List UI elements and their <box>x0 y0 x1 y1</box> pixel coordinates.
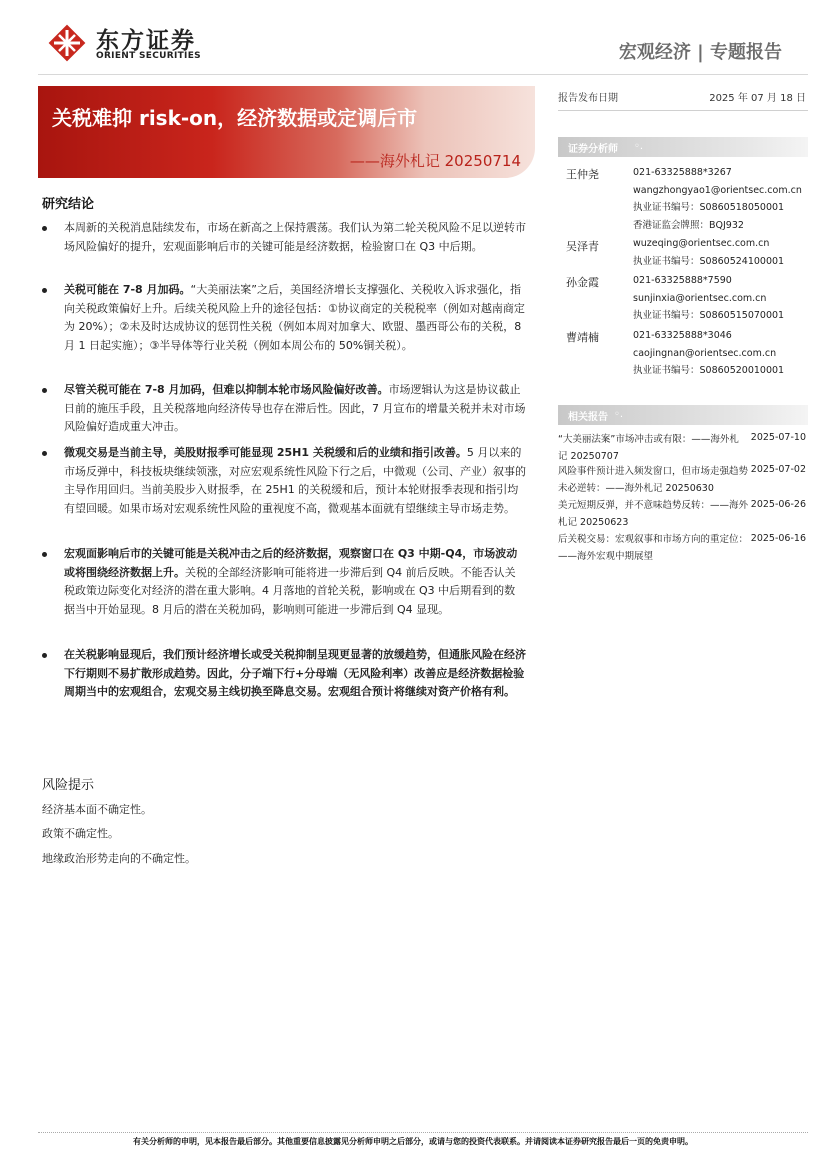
bullet-text: “大美丽法案”之后，美国经济增长支撑强化、关税收入诉求强化，指向关税政策偏好上升。后续关税风险上升的途径包括：①协议商定的关税税率（例如对越南商定为 20%）；②未及时达成协议的惩罚性关税（例如本周对加拿大、欧盟、墨西哥公布的关税，8 月 1 日起实施）；③半导体等行业关税（例如本周公布的 50%铜关税）。 <box>64 283 525 352</box>
orient-logo-icon <box>48 24 86 62</box>
risk-heading: 风险提示 <box>42 778 95 793</box>
bullet-item <box>42 444 526 518</box>
analyst-info <box>633 272 784 325</box>
analyst-license: 执业证书编号：S0860520010001 <box>633 365 785 376</box>
bullet-text: 5 月以来的市场反弹中，科技板块继续领涨，对应宏观系统性风险下行之后，中微观（公司、产业）叙事的主导作用回归。当前美股步入财报季，在 25H1 的关税缓和后，预计本轮财报季表现和指引均有望回暖。如果市场对宏观系统性风险的重视度不高，微观基本面就有望继续主导市场走势。 <box>64 446 526 515</box>
analyst-name: 曹靖楠 <box>566 331 599 344</box>
analyst-hk-license: 香港证监会牌照：BQJ932 <box>633 219 744 231</box>
bullet-dot <box>42 552 47 557</box>
analyst-phone: 021-63325888*3046 <box>633 330 732 341</box>
bullet-item <box>42 545 526 619</box>
research-heading: 研究结论 <box>42 197 95 212</box>
bullet-text: 本周新的关税消息陆续发布，市场在新高之上保持震荡。我们认为第二轮关税风险不足以逆转市场风险偏好的提升，宏观面影响后市的关键可能是经济数据，检验窗口在 Q3 中后期。 <box>64 221 526 253</box>
risk-item: 经济基本面不确定性。 <box>42 803 152 816</box>
analysts-heading: 证券分析师 <box>568 144 618 155</box>
bullet-text: 关税的全部经济影响可能将进一步滞后到 Q4 前后反映。不能否认关税政策边际变化对经济的潜在重大影响。4 月落地的首轮关税，影响或在 Q3 中后期看到的数据当中开始显现。8 月后的潜在关税加码，影响则可能进一步滞后到 Q4 显现。 <box>64 565 516 616</box>
analyst-license: 执业证书编号：S0860524100001 <box>633 255 785 267</box>
related-report-date: 2025-07-10 <box>750 432 806 443</box>
analyst-license: 执业证书编号：S0860515070001 <box>633 310 785 321</box>
analyst-phone: 021-63325888*3267 <box>633 167 732 178</box>
analyst-name: 王仲尧 <box>566 168 599 181</box>
bullet-item <box>42 646 526 702</box>
related-report-date: 2025-06-16 <box>750 533 806 544</box>
logo-chinese-name: 东方证券 <box>96 28 196 54</box>
report-category: 宏观经济 | 专题报告 <box>618 42 782 63</box>
risk-item: 地缘政治形势走向的不确定性。 <box>42 852 196 865</box>
analyst-name: 孙金霞 <box>566 276 599 289</box>
related-heading: 相关报告 <box>568 412 608 423</box>
bullet-bold: 尽管关税可能在 7-8 月加码，但难以抑制本轮市场风险偏好改善。 <box>64 383 389 396</box>
bullet-dot <box>42 226 47 231</box>
bullet-item <box>42 219 526 256</box>
bullet-item <box>42 381 526 437</box>
bullet-bold: 微观交易是当前主导，美股财报季可能显现 25H1 关税缓和后的业绩和指引改善。 <box>64 446 467 459</box>
analyst-info <box>633 327 784 380</box>
decor-dots-icon: ◦. <box>614 409 624 420</box>
header-divider <box>38 74 808 75</box>
analyst-email[interactable]: wangzhongyao1@orientsec.com.cn <box>633 184 802 196</box>
title-banner <box>38 86 535 178</box>
meta-divider <box>558 110 808 111</box>
report-subtitle: ——海外札记 20250714 <box>349 152 521 170</box>
bullet-text: 市场逻辑认为这是协议截止日前的施压手段，且关税落地向经济传导也存在滞后性。因此，7 月宣布的增量关税并未对市场风险偏好造成重大冲击。 <box>64 383 526 433</box>
publish-date-value: 2025 年 07 月 18 日 <box>709 93 806 104</box>
footer-divider <box>38 1132 808 1133</box>
analyst-email[interactable]: sunjinxia@orientsec.com.cn <box>633 292 767 304</box>
analyst-info <box>633 235 784 270</box>
related-report-date: 2025-06-26 <box>750 499 806 510</box>
related-header-bar <box>558 405 808 425</box>
related-report-link[interactable]: 风险事件预计进入频发窗口，但市场走强趋势未必逆转：——海外札记 20250630 <box>558 466 749 494</box>
analyst-phone: 021-63325888*7590 <box>633 275 732 286</box>
decor-dots-icon: ◦. <box>634 141 644 152</box>
related-report-link[interactable]: 后关税交易：宏观叙事和市场方向的重定位：——海外宏观中期展望 <box>558 534 749 562</box>
analyst-name: 吴泽青 <box>566 240 599 253</box>
related-report-link[interactable]: “大美丽法案”市场冲击或有限：——海外札记 20250707 <box>558 434 739 462</box>
analysts-header-bar <box>558 137 808 157</box>
publish-date-label: 报告发布日期 <box>558 93 618 104</box>
related-report-link[interactable]: 美元短期反弹，并不意味趋势反转：——海外札记 20250623 <box>558 500 749 528</box>
bullet-bold: 在关税影响显现后，我们预计经济增长或受关税抑制呈现更显著的放缓趋势，但通胀风险在经济下行期则不易扩散形成趋势。因此，分子端下行+分母端（无风险利率）改善应是经济数据检验周期当中的宏观组合，宏观交易主线切换至降息交易。宏观组合预计将继续对资产价格有利。 <box>64 648 526 698</box>
company-logo <box>48 22 218 66</box>
bullet-dot <box>42 288 47 293</box>
bullet-dot <box>42 451 47 456</box>
bullet-dot <box>42 653 47 658</box>
bullet-bold: 宏观面影响后市的关键可能是关税冲击之后的经济数据，观察窗口在 Q3 中期-Q4，市场波动或将围绕经济数据上升。 <box>64 547 518 579</box>
bullet-item <box>42 281 526 355</box>
bullet-dot <box>42 388 47 393</box>
analyst-info <box>633 164 802 234</box>
analyst-license: 执业证书编号：S0860518050001 <box>633 202 785 213</box>
risk-item: 政策不确定性。 <box>42 827 119 840</box>
analyst-email[interactable]: caojingnan@orientsec.com.cn <box>633 347 777 359</box>
related-report-date: 2025-07-02 <box>750 464 806 475</box>
analyst-email[interactable]: wuzeqing@orientsec.com.cn <box>633 238 770 249</box>
logo-english-name: ORIENT SECURITIES <box>96 51 201 61</box>
bullet-bold: 关税可能在 7-8 月加码。 <box>64 283 191 296</box>
footer-disclaimer: 有关分析师的申明，见本报告最后部分。其他重要信息披露见分析师申明之后部分，或请与您的投资代表联系。并请阅读本证券研究报告最后一页的免责申明。 <box>133 1137 693 1146</box>
report-title: 关税难抑 risk-on，经济数据或定调后市 <box>52 106 418 130</box>
